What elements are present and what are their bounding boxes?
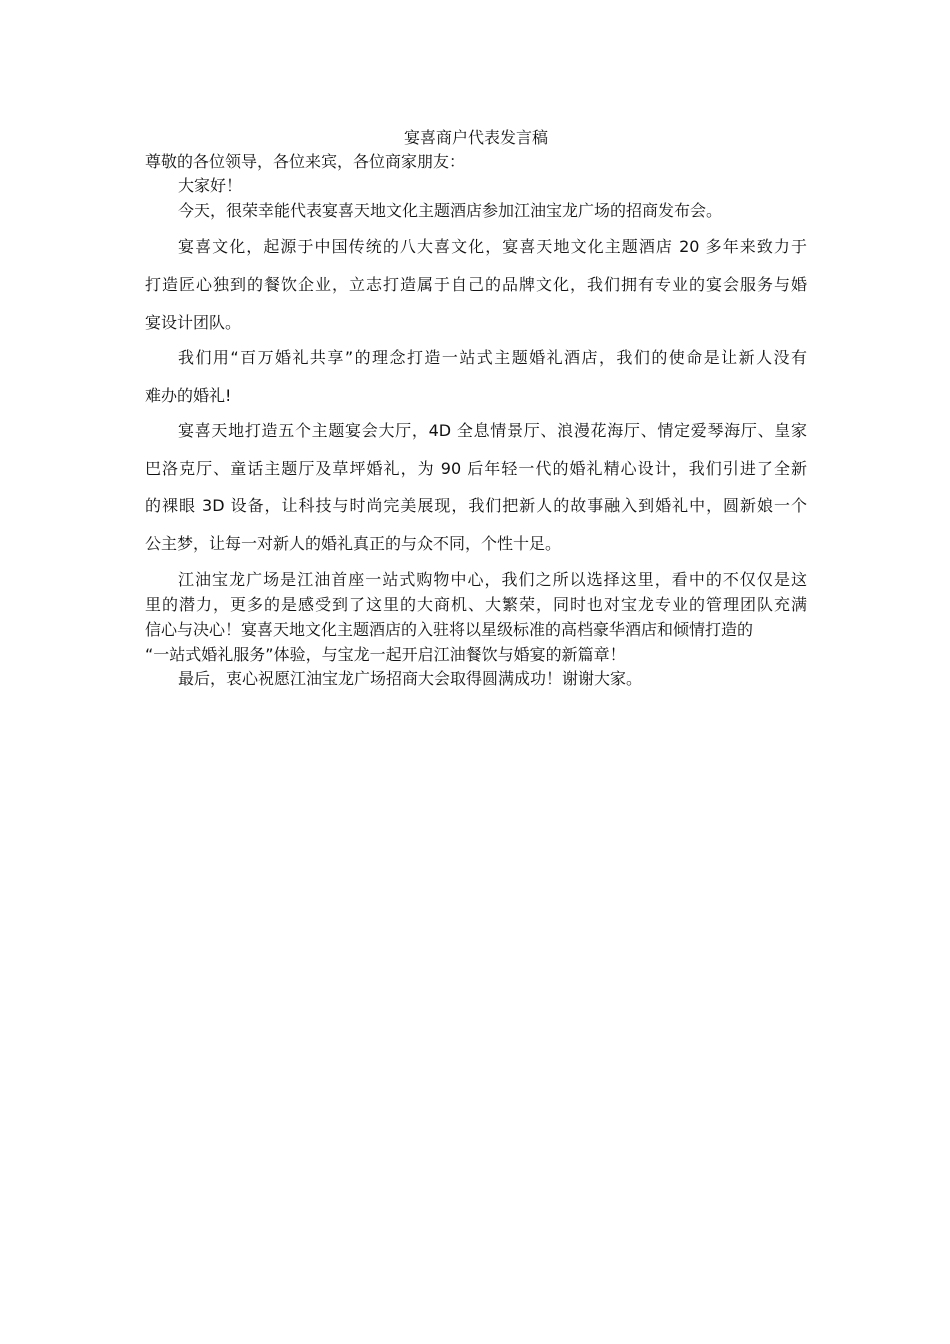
greeting: 大家好！ — [178, 176, 243, 195]
paragraph-4-line: 巴洛克厅、童话主题厅及草坪婚礼，为 90 后年轻一代的婚礼精心设计，我们引进了全新 — [145, 459, 807, 478]
paragraph-5-line: 里的潜力，更多的是感受到了这里的大商机、大繁荣，同时也对宝龙专业的管理团队充满 — [145, 595, 807, 614]
paragraph-5-line: 信心与决心！宴喜天地文化主题酒店的入驻将以星级标准的高档豪华酒店和倾情打造的 — [145, 620, 754, 639]
paragraph-4-line: 公主梦，让每一对新人的婚礼真正的与众不同，个性十足。 — [145, 534, 562, 553]
paragraph-5-line: 江油宝龙广场是江油首座一站式购物中心，我们之所以选择这里，看中的不仅仅是这 — [178, 570, 807, 589]
paragraph-4-line: 宴喜天地打造五个主题宴会大厅，4D 全息情景厅、浪漫花海厅、情定爱琴海厅、皇家 — [178, 421, 807, 440]
salutation: 尊敬的各位领导，各位来宾，各位商家朋友： — [145, 152, 466, 171]
paragraph-1: 今天，很荣幸能代表宴喜天地文化主题酒店参加江油宝龙广场的招商发布会。 — [178, 201, 723, 220]
paragraph-3-line: 我们用“百万婚礼共享”的理念打造一站式主题婚礼酒店，我们的使命是让新人没有 — [178, 348, 807, 367]
paragraph-2-line: 打造匠心独到的餐饮企业，立志打造属于自己的品牌文化，我们拥有专业的宴会服务与婚 — [145, 275, 807, 294]
paragraph-4-line: 的裸眼 3D 设备，让科技与时尚完美展现，我们把新人的故事融入到婚礼中，圆新娘一个 — [145, 496, 807, 515]
paragraph-3-line: 难办的婚礼! — [145, 386, 232, 405]
closing: 最后，衷心祝愿江油宝龙广场招商大会取得圆满成功！谢谢大家。 — [178, 669, 643, 688]
paragraph-2-line: 宴喜文化，起源于中国传统的八大喜文化，宴喜天地文化主题酒店 20 多年来致力于 — [178, 237, 807, 256]
paragraph-2-line: 宴设计团队。 — [145, 313, 242, 332]
paragraph-5-line: “一站式婚礼服务”体验，与宝龙一起开启江油餐饮与婚宴的新篇章！ — [145, 645, 626, 664]
document-title: 宴喜商户代表发言稿 — [403, 128, 548, 147]
